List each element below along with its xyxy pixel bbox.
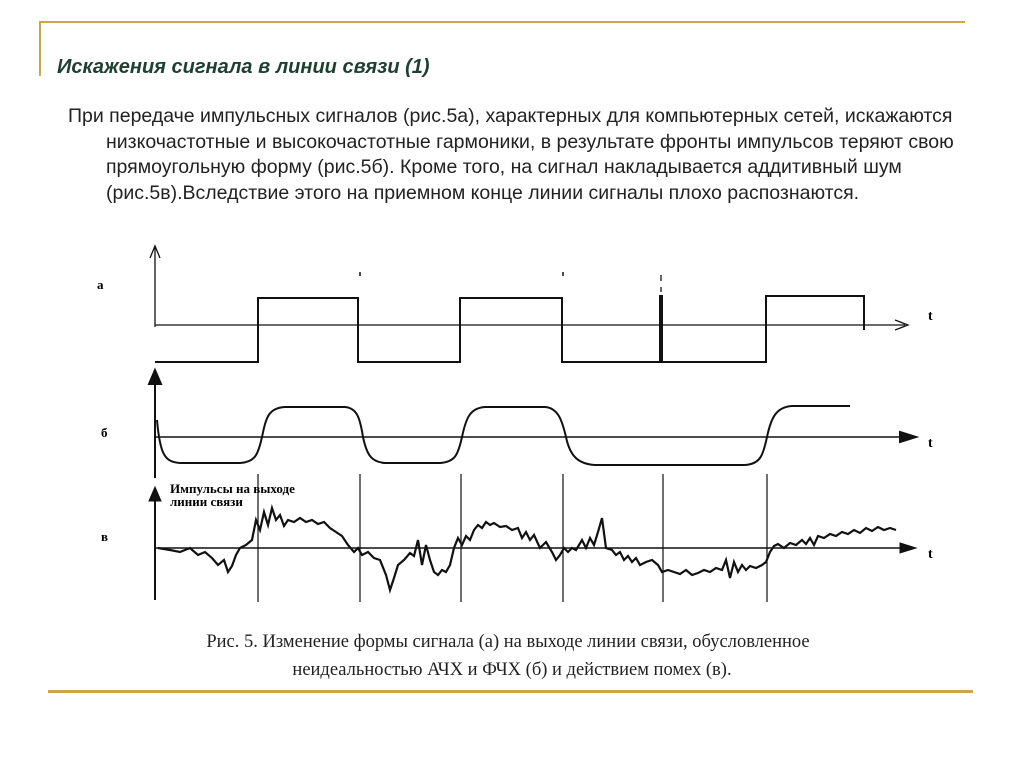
figure-caption-line1: Рис. 5. Изменение формы сигнала (а) на выходе линии связи, обусловленное [206,632,810,652]
plot-c-annotation-line1: Импульсы на выходе [170,481,295,496]
plot-a-label: а [97,277,104,292]
slide-title: Искажения сигнала в линии связи (1) [57,56,430,78]
plot-b [149,370,916,478]
plot-b-y-arrow [149,370,161,384]
plot-b-label: б [101,425,108,440]
bottom-rule [48,690,973,693]
plot-c-gridlines [258,474,767,602]
plot-b-x-arrow [900,432,916,442]
plot-a [150,246,908,362]
plot-c-annotation-line2: линии связи [170,494,243,509]
plot-c-label: в [101,529,109,544]
plot-c-noisy-waveform [158,508,896,590]
figure-caption-line2: неидеальностью АЧХ и ФЧХ (б) и действием помех (в). [292,660,732,680]
plot-c-x-arrow [900,543,916,553]
plot-b-t-label: t [928,436,933,451]
slide-paragraph: При передаче импульсных сигналов (рис.5а), характерных для компьютерных сетей, искажаются низкочастотные и высокочастотные гармоники, в результате фронты импульсов теряют свою прямоугольную форму (рис.5б). Кроме того, на сигнал накладывается аддитивный шум (рис.5в).Вследствие этого на приемном конце линии сигналы плохо распознаются. [68,105,954,204]
plot-c-y-arrow [149,487,161,501]
plot-a-t-label: t [928,309,933,324]
plot-b-waveform [157,406,850,465]
plot-c-t-label: t [928,547,933,562]
plot-a-square-wave [155,296,864,362]
